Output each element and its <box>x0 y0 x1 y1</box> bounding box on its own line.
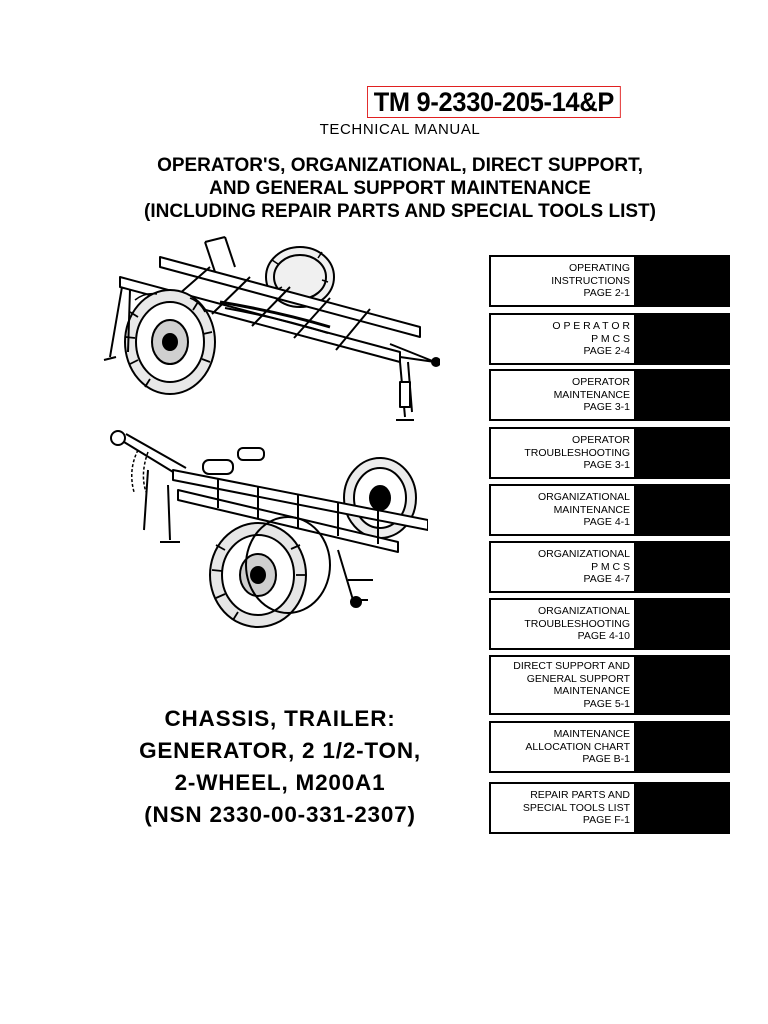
tab-line: ORGANIZATIONAL <box>538 491 630 504</box>
tab-label <box>491 257 634 305</box>
tab-line: PAGE F-1 <box>582 814 630 827</box>
tab-line: PAGE 3-1 <box>583 459 630 472</box>
tab-line: P M C S <box>591 560 630 573</box>
tab-line: INSTRUCTIONS <box>551 274 630 287</box>
tab-line: O P E R A T O R <box>552 320 630 333</box>
tab-line: PAGE 3-1 <box>583 401 630 414</box>
tab-operator-maintenance[interactable] <box>489 369 730 421</box>
tab-line: ORGANIZATIONAL <box>538 548 630 561</box>
tab-label <box>491 723 634 771</box>
tab-index-marker <box>634 257 728 305</box>
tab-line: TROUBLESHOOTING <box>524 446 630 459</box>
tab-label <box>491 784 634 832</box>
tab-line: PAGE 2-4 <box>583 345 630 358</box>
tab-index-marker <box>634 784 728 832</box>
title-line-1: CHASSIS, TRAILER: <box>164 706 396 731</box>
tab-line: GENERAL SUPPORT <box>526 672 630 685</box>
tab-line: PAGE 4-7 <box>583 573 630 586</box>
tab-index-marker <box>634 486 728 534</box>
tab-direct-general-support-maintenance[interactable] <box>489 655 730 715</box>
heading-line-1: OPERATOR'S, ORGANIZATIONAL, DIRECT SUPPORT, <box>157 155 643 176</box>
tab-index-marker <box>634 371 728 419</box>
manual-type-label: TECHNICAL MANUAL <box>319 121 481 138</box>
tab-line: OPERATOR <box>572 434 630 447</box>
tab-index-marker <box>634 600 728 648</box>
tab-index-marker <box>634 429 728 477</box>
tab-line: P M C S <box>591 332 630 345</box>
tab-line: PAGE 2-1 <box>583 287 630 300</box>
tab-organizational-troubleshooting[interactable] <box>489 598 730 650</box>
tab-operating-instructions[interactable] <box>489 255 730 307</box>
tab-line: MAINTENANCE <box>553 388 630 401</box>
tab-index-marker <box>634 723 728 771</box>
trailer-illustration-front <box>108 430 428 630</box>
tab-label <box>491 429 634 477</box>
tab-index-marker <box>634 315 728 363</box>
tab-label <box>491 486 634 534</box>
tab-label <box>491 371 634 419</box>
trailer-illustration-rear <box>100 232 440 432</box>
tab-organizational-maintenance[interactable] <box>489 484 730 536</box>
tab-index-marker <box>634 657 728 713</box>
manual-heading <box>80 154 720 223</box>
tab-line: SPECIAL TOOLS LIST <box>522 801 630 814</box>
tab-label <box>491 315 634 363</box>
vehicle-title <box>100 703 460 831</box>
tab-line: PAGE B-1 <box>582 753 630 766</box>
tab-line: MAINTENANCE <box>553 728 630 741</box>
heading-line-2: AND GENERAL SUPPORT MAINTENANCE <box>209 178 591 199</box>
tab-index-marker <box>634 543 728 591</box>
title-line-4: (NSN 2330-00-331-2307) <box>144 802 416 827</box>
tab-maintenance-allocation-chart[interactable] <box>489 721 730 773</box>
tab-line: OPERATOR <box>572 376 630 389</box>
tab-line: REPAIR PARTS AND <box>530 789 630 802</box>
tab-operator-pmcs[interactable] <box>489 313 730 365</box>
tab-label <box>491 543 634 591</box>
tab-line: OPERATING <box>568 262 630 275</box>
tab-repair-parts-special-tools[interactable] <box>489 782 730 834</box>
tab-line: ALLOCATION CHART <box>525 740 630 753</box>
tab-line: TROUBLESHOOTING <box>524 617 630 630</box>
tab-organizational-pmcs[interactable] <box>489 541 730 593</box>
tab-line: PAGE 4-10 <box>577 630 630 643</box>
tab-line: PAGE 4-1 <box>583 516 630 529</box>
tab-line: MAINTENANCE <box>553 503 630 516</box>
heading-line-3: (INCLUDING REPAIR PARTS AND SPECIAL TOOLS LIST) <box>144 201 656 222</box>
tab-line: PAGE 5-1 <box>583 697 630 710</box>
title-line-2: GENERATOR, 2 1/2-TON, <box>139 738 421 763</box>
tab-operator-troubleshooting[interactable] <box>489 427 730 479</box>
title-line-3: 2-WHEEL, M200A1 <box>174 770 386 795</box>
tm-number: TM 9-2330-205-14&P <box>367 86 621 118</box>
tab-label <box>491 657 634 713</box>
tab-line: MAINTENANCE <box>553 685 630 697</box>
tab-line: DIRECT SUPPORT AND <box>513 660 630 672</box>
tab-line: ORGANIZATIONAL <box>538 605 630 618</box>
tab-label <box>491 600 634 648</box>
